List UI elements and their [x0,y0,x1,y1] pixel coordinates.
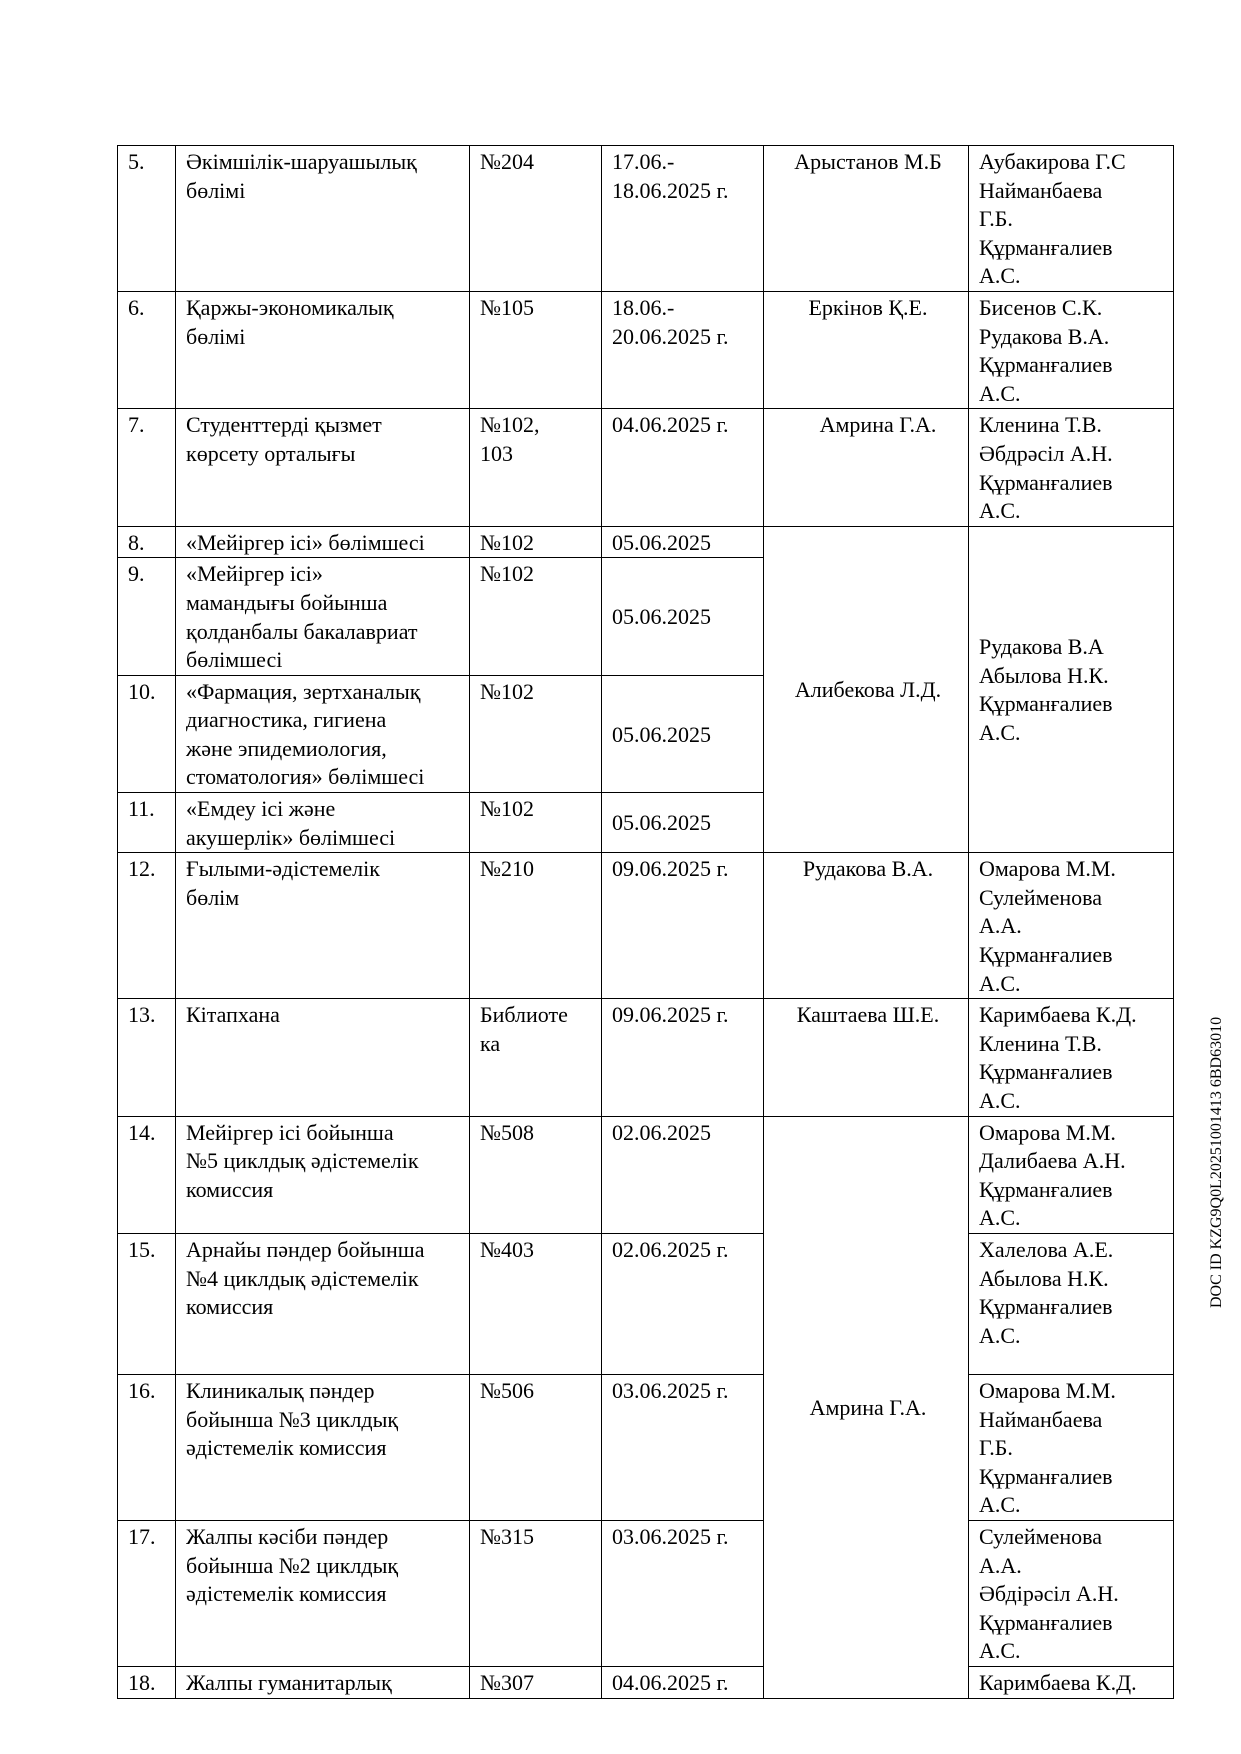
room-number: №403 [470,1233,602,1374]
commission-members: Омарова М.М. Найманбаева Г.Б. Құрманғалиев А.С. [969,1374,1174,1520]
table-row [118,853,1174,999]
room-number: №102 [470,793,602,853]
inspection-date: 05.06.2025 [602,675,764,792]
commission-members: Каримбаева К.Д. Кленина Т.В. Құрманғалиев А.С. [969,999,1174,1116]
responsible-person: Амрина Г.А. [764,409,969,526]
department-name: Қаржы-экономикалық бөлімі [176,291,470,408]
commission-members: Бисенов С.К. Рудакова В.А. Құрманғалиев А.С. [969,291,1174,408]
department-name: «Фармация, зертханалық диагностика, гигиена және эпидемиология, стоматология» бөлімшесі [176,675,470,792]
doc-id-text: DOC ID KZG9Q0L20251001413 6BD63010 [1208,1016,1225,1308]
inspection-date: 05.06.2025 [602,558,764,675]
table-row [118,1666,1174,1698]
room-number: №105 [470,291,602,408]
commission-members: Аубакирова Г.С Найманбаева Г.Б. Құрманғалиев А.С. [969,146,1174,292]
inspection-date: 03.06.2025 г. [602,1520,764,1666]
responsible-person: Алибекова Л.Д. [764,526,969,853]
table-row [118,1520,1174,1666]
room-number: №102 [470,526,602,558]
schedule-table [117,145,1174,1699]
department-name: Ғылыми-әдістемелік бөлім [176,853,470,999]
inspection-date: 03.06.2025 г. [602,1374,764,1520]
department-name: Арнайы пәндер бойынша №4 циклдық әдістемелік комиссия [176,1233,470,1374]
room-number: №506 [470,1374,602,1520]
row-number: 13. [118,999,176,1116]
inspection-date: 17.06.- 18.06.2025 г. [602,146,764,292]
table-row [118,1116,1174,1233]
row-number: 16. [118,1374,176,1520]
room-number: Библиоте ка [470,999,602,1116]
row-number: 9. [118,558,176,675]
row-number: 12. [118,853,176,999]
inspection-date: 09.06.2025 г. [602,853,764,999]
commission-members: Омарова М.М. Далибаева А.Н. Құрманғалиев А.С. [969,1116,1174,1233]
inspection-date: 02.06.2025 г. [602,1233,764,1374]
room-number: №315 [470,1520,602,1666]
department-name: Кітапхана [176,999,470,1116]
inspection-date: 05.06.2025 [602,793,764,853]
responsible-person: Каштаева Ш.Е. [764,999,969,1116]
row-number: 7. [118,409,176,526]
department-name: Әкімшілік-шаруашылық бөлімі [176,146,470,292]
room-number: №102, 103 [470,409,602,526]
table-row [118,409,1174,526]
table-row [118,146,1174,292]
row-number: 17. [118,1520,176,1666]
commission-members: Каримбаева К.Д. [969,1666,1174,1698]
responsible-person: Амрина Г.А. [764,1116,969,1698]
department-name: «Мейіргер ісі» мамандығы бойынша қолданбалы бакалавриат бөлімшесі [176,558,470,675]
table-row [118,1374,1174,1520]
department-name: Клиникалық пәндер бойынша №3 циклдық әдістемелік комиссия [176,1374,470,1520]
inspection-date: 04.06.2025 г. [602,1666,764,1698]
responsible-person: Арыстанов М.Б [764,146,969,292]
room-number: №210 [470,853,602,999]
table-row [118,1233,1174,1374]
room-number: №102 [470,558,602,675]
department-name: «Емдеу ісі және акушерлік» бөлімшесі [176,793,470,853]
row-number: 14. [118,1116,176,1233]
department-name: Жалпы гуманитарлық [176,1666,470,1698]
inspection-date: 04.06.2025 г. [602,409,764,526]
row-number: 10. [118,675,176,792]
commission-members: Халелова А.Е. Абылова Н.К. Құрманғалиев А.С. [969,1233,1174,1374]
inspection-date: 02.06.2025 [602,1116,764,1233]
commission-members: Рудакова В.А Абылова Н.К. Құрманғалиев А.С. [969,526,1174,853]
department-name: «Мейіргер ісі» бөлімшесі [176,526,470,558]
row-number: 6. [118,291,176,408]
department-name: Студенттерді қызмет көрсету орталығы [176,409,470,526]
room-number: №102 [470,675,602,792]
department-name: Жалпы кәсіби пәндер бойынша №2 циклдық әдістемелік комиссия [176,1520,470,1666]
inspection-date: 18.06.- 20.06.2025 г. [602,291,764,408]
row-number: 15. [118,1233,176,1374]
inspection-date: 05.06.2025 [602,526,764,558]
commission-members: Кленина Т.В. Әбдрәсіл А.Н. Құрманғалиев А.С. [969,409,1174,526]
room-number: №204 [470,146,602,292]
commission-members: Сулейменова А.А. Әбдірәсіл А.Н. Құрманғалиев А.С. [969,1520,1174,1666]
row-number: 5. [118,146,176,292]
row-number: 8. [118,526,176,558]
table-row [118,526,1174,558]
department-name: Мейіргер ісі бойынша №5 циклдық әдістемелік комиссия [176,1116,470,1233]
responsible-person: Рудакова В.А. [764,853,969,999]
room-number: №508 [470,1116,602,1233]
room-number: №307 [470,1666,602,1698]
row-number: 18. [118,1666,176,1698]
table-row [118,291,1174,408]
row-number: 11. [118,793,176,853]
inspection-date: 09.06.2025 г. [602,999,764,1116]
table-row [118,999,1174,1116]
responsible-person: Еркінов Қ.Е. [764,291,969,408]
commission-members: Омарова М.М. Сулейменова А.А. Құрманғалиев А.С. [969,853,1174,999]
